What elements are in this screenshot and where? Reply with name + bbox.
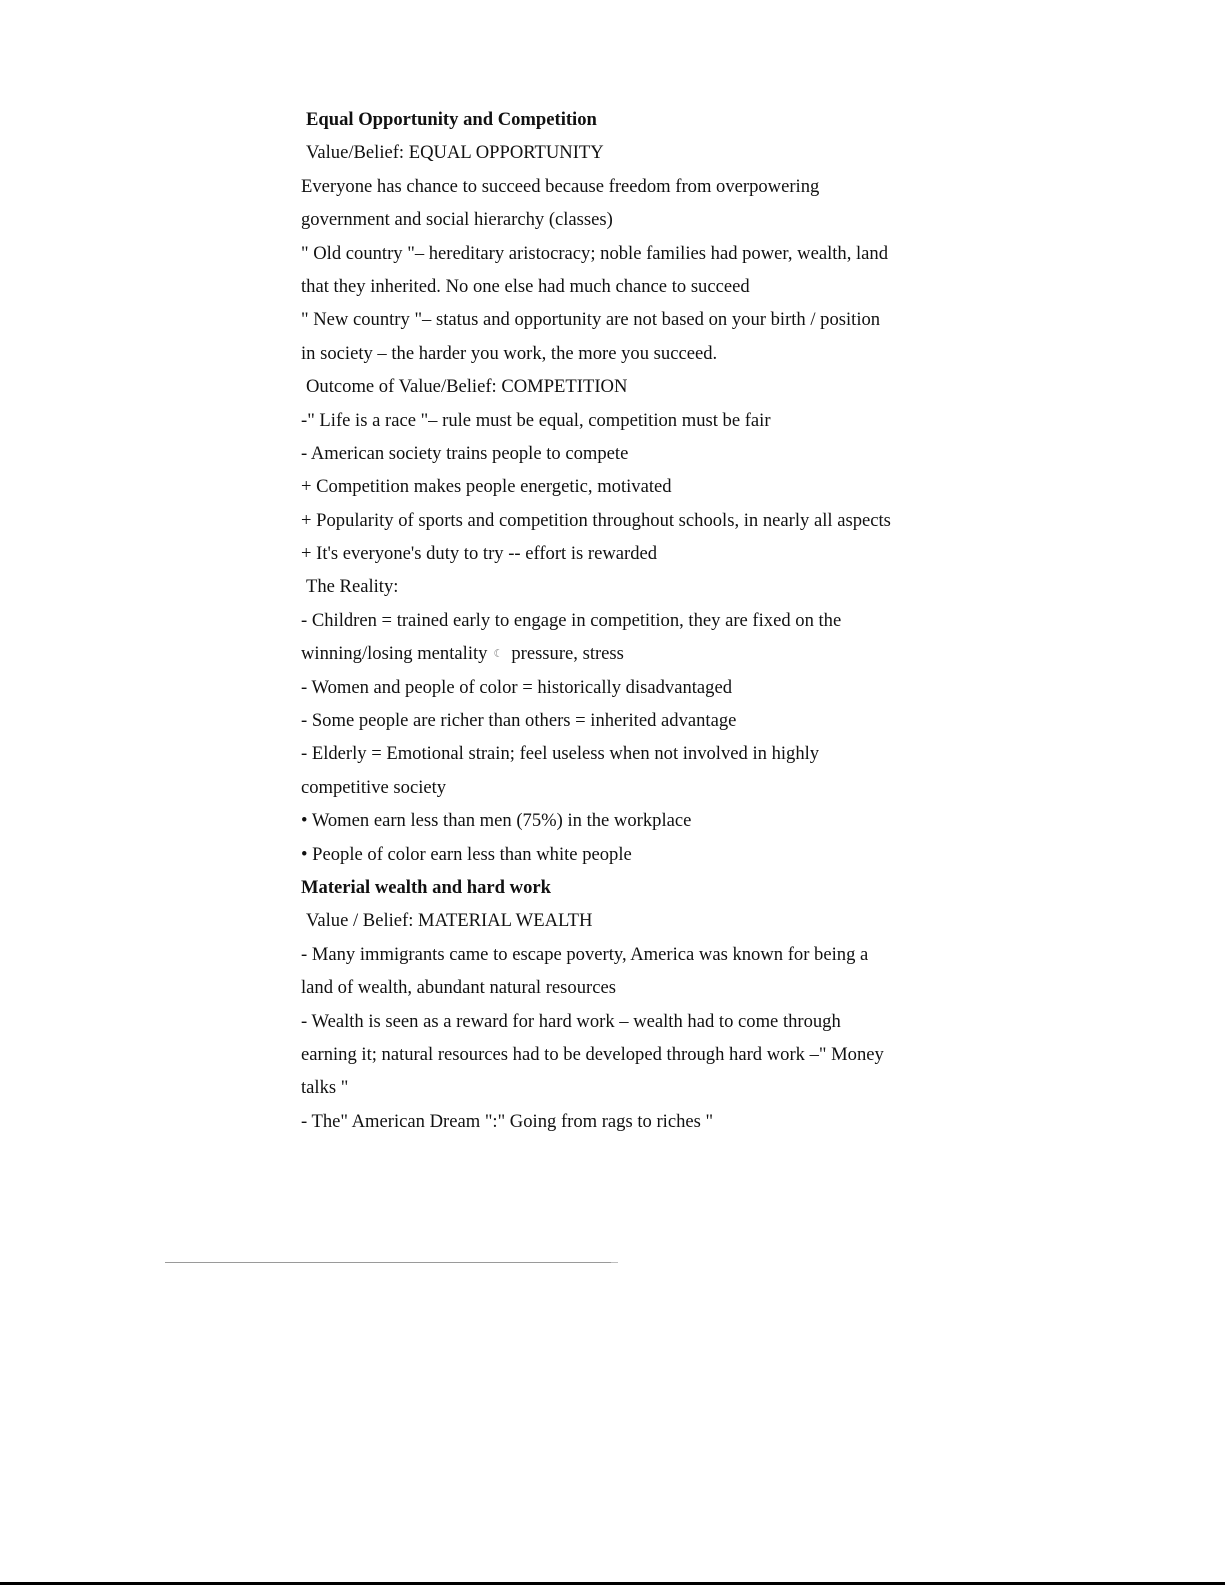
list-item-continuation: talks " xyxy=(301,1077,349,1099)
list-item: - Elderly = Emotional strain; feel useless when not involved in highly xyxy=(301,743,820,765)
list-item: - American society trains people to compete xyxy=(301,442,629,464)
text-line: that they inherited. No one else had much chance to succeed xyxy=(301,275,750,297)
text-line: " New country "– status and opportunity are not based on your birth / position xyxy=(301,309,881,331)
text-fragment: winning/losing mentality xyxy=(301,643,488,665)
list-item-continuation: competitive society xyxy=(301,776,447,798)
list-item: - Wealth is seen as a reward for hard work – wealth had to come through xyxy=(301,1010,841,1032)
list-item-continuation: land of wealth, abundant natural resources xyxy=(301,977,616,999)
text-fragment: pressure, stress xyxy=(511,643,624,665)
reality-heading: The Reality: xyxy=(306,576,399,598)
text-line: government and social hierarchy (classes) xyxy=(301,209,613,231)
list-item: - Many immigrants came to escape poverty, America was known for being a xyxy=(301,943,869,965)
value-belief-line: Value / Belief: MATERIAL WEALTH xyxy=(306,910,593,932)
arrow-icon: ☾ xyxy=(493,647,504,661)
text-line: Everyone has chance to succeed because freedom from overpowering xyxy=(301,175,820,197)
list-item: + Competition makes people energetic, motivated xyxy=(301,476,672,498)
list-item: + It's everyone's duty to try -- effort is rewarded xyxy=(301,543,658,565)
section-heading: Material wealth and hard work xyxy=(301,876,551,898)
document-body xyxy=(301,103,941,1138)
bullet-item: • Women earn less than men (75%) in the workplace xyxy=(301,810,692,832)
text-line: " Old country "– hereditary aristocracy; noble families had power, wealth, land xyxy=(301,242,889,264)
list-item: - Women and people of color = historically disadvantaged xyxy=(301,676,733,698)
section-heading: Equal Opportunity and Competition xyxy=(306,109,597,130)
list-item: - Children = trained early to engage in competition, they are fixed on the xyxy=(301,609,842,631)
list-item: + Popularity of sports and competition throughout schools, in nearly all aspects xyxy=(301,509,891,531)
list-item: - The" American Dream ":" Going from rags to riches " xyxy=(301,1110,714,1132)
value-belief-line: Value/Belief: EQUAL OPPORTUNITY xyxy=(306,142,604,164)
list-item: -" Life is a race "– rule must be equal, competition must be fair xyxy=(301,409,771,431)
footnote-separator xyxy=(165,1262,611,1263)
list-item-continuation xyxy=(301,637,941,670)
text-line: in society – the harder you work, the more you succeed. xyxy=(301,342,718,364)
list-item: - Some people are richer than others = inherited advantage xyxy=(301,710,737,732)
outcome-line: Outcome of Value/Belief: COMPETITION xyxy=(306,376,628,398)
bullet-item: • People of color earn less than white people xyxy=(301,843,632,865)
list-item-continuation: earning it; natural resources had to be developed through hard work –" Money xyxy=(301,1043,884,1065)
footnote-separator-end xyxy=(611,1262,618,1263)
